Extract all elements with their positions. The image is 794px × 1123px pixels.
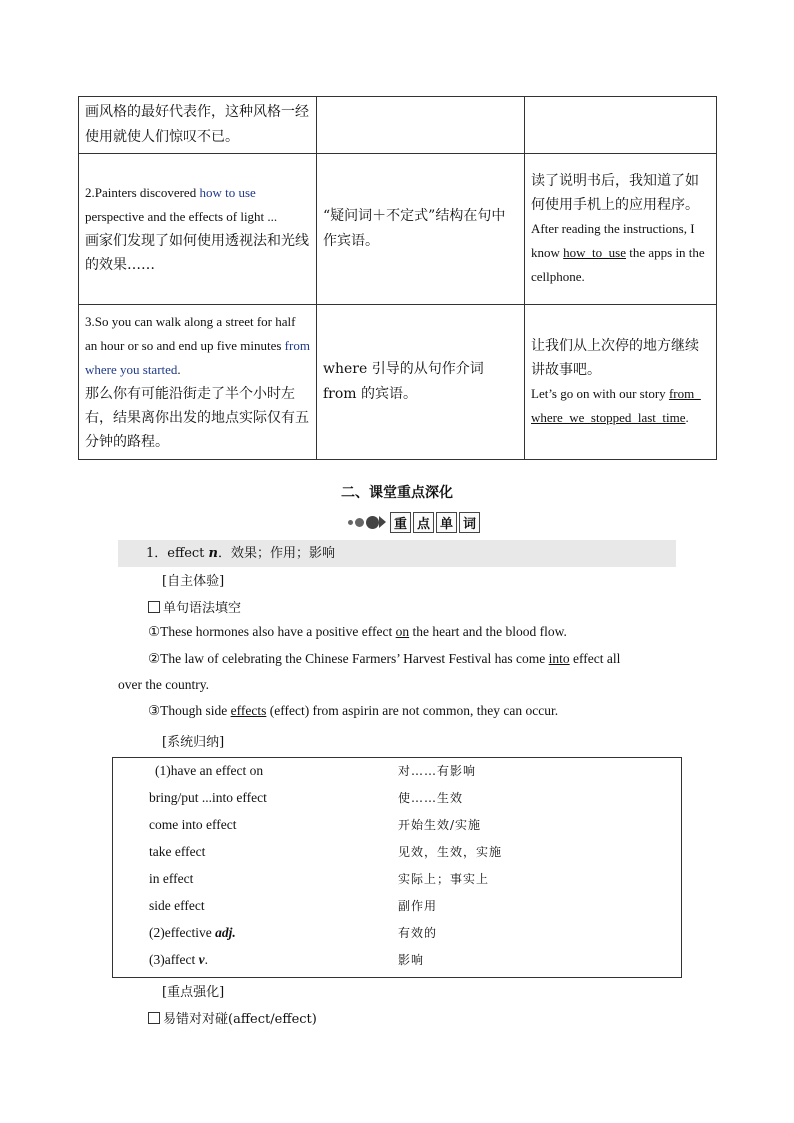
banner-char: 单 <box>436 512 457 533</box>
practice-answer: Let’s go on with our story from_where_we_stopped_last_time. <box>531 386 701 425</box>
fill-blank-heading: 单句语法填空 <box>148 597 241 616</box>
grammar-note: where 引导的从句作介词 from 的宾语。 <box>323 361 484 402</box>
answer: effects <box>230 703 267 718</box>
table-cell <box>525 97 717 154</box>
answer: into <box>548 651 570 666</box>
summary-row: (1)have an effect on 对……有影响 <box>155 763 477 778</box>
highlighted-phrase: how to use <box>199 185 256 200</box>
exercise-sentence: ①These hormones also have a positive effect on the heart and the blood flow. <box>148 624 567 639</box>
table-cell <box>317 154 525 305</box>
example-sentence: 3.So you can walk along a street for half an hour or so and end up five minutes from where you started. <box>85 314 310 377</box>
summary-row: come into effect 开始生效/实施 <box>149 817 482 832</box>
section-title: 二、课堂重点深化 <box>341 485 453 501</box>
checkbox-icon <box>148 1012 160 1024</box>
table-cell <box>525 154 717 305</box>
word-heading: 1．effect n．效果；作用；影响 <box>118 540 676 567</box>
table-cell <box>317 305 525 460</box>
reinforce-label: [重点强化] <box>162 985 225 1000</box>
summary-row: bring/put ...into effect 使……生效 <box>149 790 464 805</box>
decor-dot-icon <box>355 518 364 527</box>
arrow-icon <box>379 516 386 528</box>
answer: on <box>395 624 410 639</box>
phrase-table <box>78 96 717 460</box>
contrast-heading: 易错对对碰(affect/effect) <box>148 1008 317 1027</box>
banner-char: 点 <box>413 512 434 533</box>
table-row <box>79 154 717 305</box>
table-cell <box>317 97 525 154</box>
table-cell <box>525 305 717 460</box>
sentence-translation: 那么你有可能沿街走了半个小时左右，结果离你出发的地点实际仅有五分钟的路程。 <box>85 386 309 450</box>
highlighted-phrase: from where you started <box>85 338 310 377</box>
decor-dot-icon <box>348 520 353 525</box>
summary-row: in effect 实际上；事实上 <box>149 871 490 886</box>
exercise-sentence-cont: over the country. <box>118 677 209 692</box>
banner-char: 词 <box>459 512 480 533</box>
summary-label: [系统归纳] <box>162 735 225 750</box>
banner-char: 重 <box>390 512 411 533</box>
exercise-sentence: ③Though side effects (effect) from aspirin are not common, they can occur. <box>148 703 559 718</box>
sentence-translation: 画家们发现了如何使用透视法和光线的效果…… <box>85 233 309 273</box>
checkbox-icon <box>148 601 160 613</box>
summary-row: side effect 副作用 <box>149 898 438 913</box>
table-cell <box>79 154 317 305</box>
table-row <box>79 97 717 154</box>
summary-row: (3)affect v. 影响 <box>149 952 425 967</box>
summary-box <box>112 757 682 978</box>
self-experience-label: [自主体验] <box>162 574 225 589</box>
example-sentence: 2.Painters discovered how to use perspective and the effects of light ... <box>85 185 278 224</box>
key-words-banner <box>348 510 482 534</box>
summary-row: (2)effective adj. 有效的 <box>149 925 438 940</box>
table-cell <box>79 305 317 460</box>
practice-prompt: 读了说明书后，我知道了如何使用手机上的应用程序。 <box>531 173 699 213</box>
summary-row: take effect 见效，生效，实施 <box>149 844 503 859</box>
practice-prompt: 让我们从上次停的地方继续讲故事吧。 <box>531 338 699 378</box>
practice-answer: After reading the instructions, I know how_to_use the apps in the cellphone. <box>531 221 705 284</box>
table-cell: 画风格的最好代表作，这种风格一经使用就使人们惊叹不已。 <box>79 97 317 154</box>
table-row <box>79 305 717 460</box>
exercise-sentence: ②The law of celebrating the Chinese Farmers’ Harvest Festival has come into effect all <box>148 651 621 666</box>
decor-dot-icon <box>366 516 379 529</box>
grammar-note: “疑问词＋不定式”结构在句中作宾语。 <box>323 208 506 249</box>
